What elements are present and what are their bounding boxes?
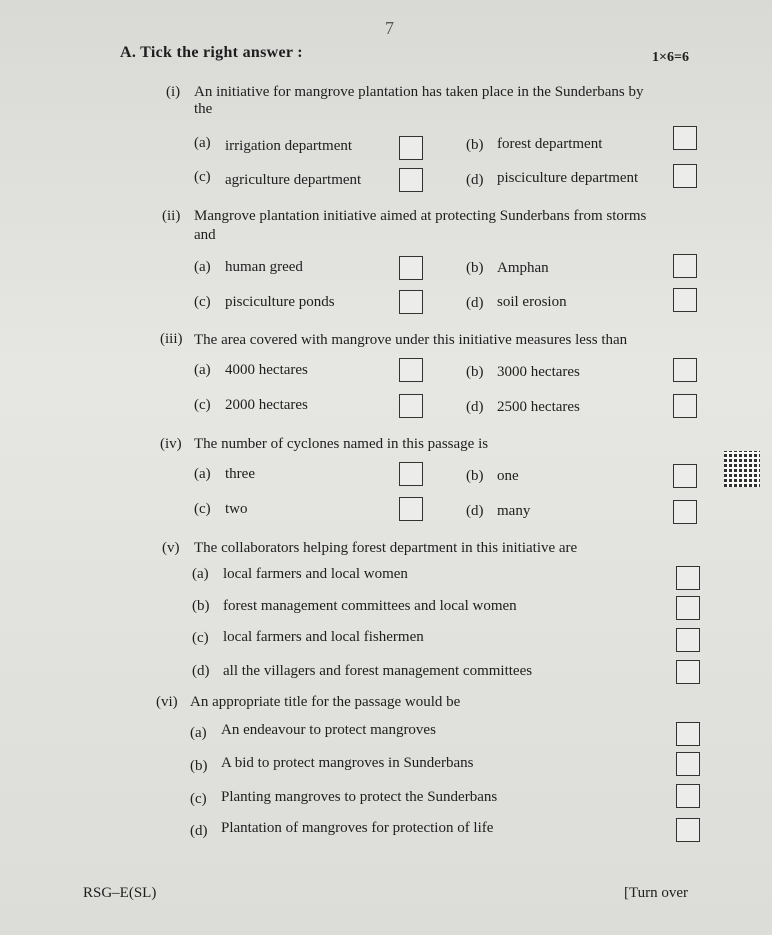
answer-checkbox[interactable] (673, 288, 697, 312)
answer-checkbox[interactable] (399, 256, 423, 280)
answer-checkbox[interactable] (399, 497, 423, 521)
answer-checkbox[interactable] (676, 752, 700, 776)
option-text: A bid to protect mangroves in Sunderbans (221, 755, 474, 771)
option-text: 2500 hectares (497, 399, 580, 415)
question-number: (vi) (156, 694, 178, 710)
option-text: two (225, 501, 248, 517)
option-text: soil erosion (497, 294, 567, 310)
question-text-cont: and (194, 227, 216, 243)
question-number: (i) (166, 84, 181, 100)
option-letter: (a) (194, 466, 211, 482)
option-letter: (b) (466, 364, 484, 380)
turn-over-label: [Turn over (624, 885, 689, 901)
answer-checkbox[interactable] (399, 358, 423, 382)
answer-checkbox[interactable] (673, 254, 697, 278)
section-title: A. Tick the right answer : (120, 44, 303, 61)
option-text: one (497, 468, 519, 484)
option-letter: (c) (194, 169, 211, 185)
option-text: Plantation of mangroves for protection of life (221, 820, 494, 836)
option-text: local farmers and local fishermen (223, 629, 424, 645)
option-text: 4000 hectares (225, 362, 308, 378)
answer-checkbox[interactable] (399, 168, 423, 192)
answer-checkbox[interactable] (399, 290, 423, 314)
option-letter: (c) (192, 630, 209, 646)
answer-checkbox[interactable] (676, 596, 700, 620)
answer-checkbox[interactable] (673, 126, 697, 150)
question-text: The number of cyclones named in this passage is (194, 436, 489, 452)
qr-code-icon (724, 451, 760, 487)
option-text: local farmers and local women (223, 566, 408, 582)
question-text: An appropriate title for the passage would be (190, 694, 461, 710)
option-letter: (b) (190, 758, 208, 774)
option-letter: (b) (192, 598, 210, 614)
option-text: agriculture department (225, 172, 362, 188)
paper-code: RSG–E(SL) (83, 885, 157, 901)
section-marks: 1×6=6 (652, 50, 689, 65)
question-text: The collaborators helping forest department in this initiative are (194, 540, 578, 556)
option-letter: (a) (194, 362, 211, 378)
option-letter: (c) (194, 397, 211, 413)
option-letter: (a) (190, 725, 207, 741)
option-letter: (b) (466, 260, 484, 276)
option-letter: (c) (194, 501, 211, 517)
option-letter: (d) (466, 295, 484, 311)
option-text: all the villagers and forest management committees (223, 663, 533, 679)
option-letter: (d) (466, 399, 484, 415)
answer-checkbox[interactable] (673, 464, 697, 488)
question-text: The area covered with mangrove under this initiative measures less than (194, 332, 628, 348)
option-letter: (a) (194, 259, 211, 275)
option-text: Amphan (497, 260, 549, 276)
option-text: human greed (225, 259, 303, 275)
option-text: Planting mangroves to protect the Sunderbans (221, 789, 498, 805)
answer-checkbox[interactable] (676, 660, 700, 684)
option-text: 3000 hectares (497, 364, 580, 380)
answer-checkbox[interactable] (673, 394, 697, 418)
option-text: pisciculture department (497, 170, 639, 186)
option-letter: (d) (466, 172, 484, 188)
option-letter: (d) (192, 663, 210, 679)
answer-checkbox[interactable] (399, 462, 423, 486)
option-text: forest management committees and local women (223, 598, 517, 614)
option-text: many (497, 503, 531, 519)
question-number: (iii) (160, 331, 183, 347)
answer-checkbox[interactable] (676, 628, 700, 652)
option-letter: (b) (466, 468, 484, 484)
question-text: An initiative for mangrove plantation has taken place in the Sunderbans by (194, 84, 644, 100)
option-text: forest department (497, 136, 603, 152)
option-letter: (d) (466, 503, 484, 519)
answer-checkbox[interactable] (399, 394, 423, 418)
option-text: irrigation department (225, 138, 353, 154)
question-text-cont: the (194, 101, 213, 117)
answer-checkbox[interactable] (676, 722, 700, 746)
option-letter: (c) (194, 294, 211, 310)
question-number: (ii) (162, 208, 181, 224)
page-number: 7 (385, 18, 394, 38)
answer-checkbox[interactable] (673, 164, 697, 188)
option-letter: (a) (192, 566, 209, 582)
question-text: Mangrove plantation initiative aimed at protecting Sunderbans from storms (194, 208, 647, 224)
answer-checkbox[interactable] (673, 358, 697, 382)
answer-checkbox[interactable] (399, 136, 423, 160)
answer-checkbox[interactable] (676, 784, 700, 808)
answer-checkbox[interactable] (676, 818, 700, 842)
option-letter: (d) (190, 823, 208, 839)
answer-checkbox[interactable] (673, 500, 697, 524)
option-letter: (c) (190, 791, 207, 807)
option-letter: (b) (466, 137, 484, 153)
option-text: three (225, 466, 255, 482)
option-text: pisciculture ponds (225, 294, 335, 310)
option-text: 2000 hectares (225, 397, 308, 413)
answer-checkbox[interactable] (676, 566, 700, 590)
option-text: An endeavour to protect mangroves (221, 722, 436, 738)
question-number: (iv) (160, 436, 182, 452)
question-number: (v) (162, 540, 180, 556)
option-letter: (a) (194, 135, 211, 151)
